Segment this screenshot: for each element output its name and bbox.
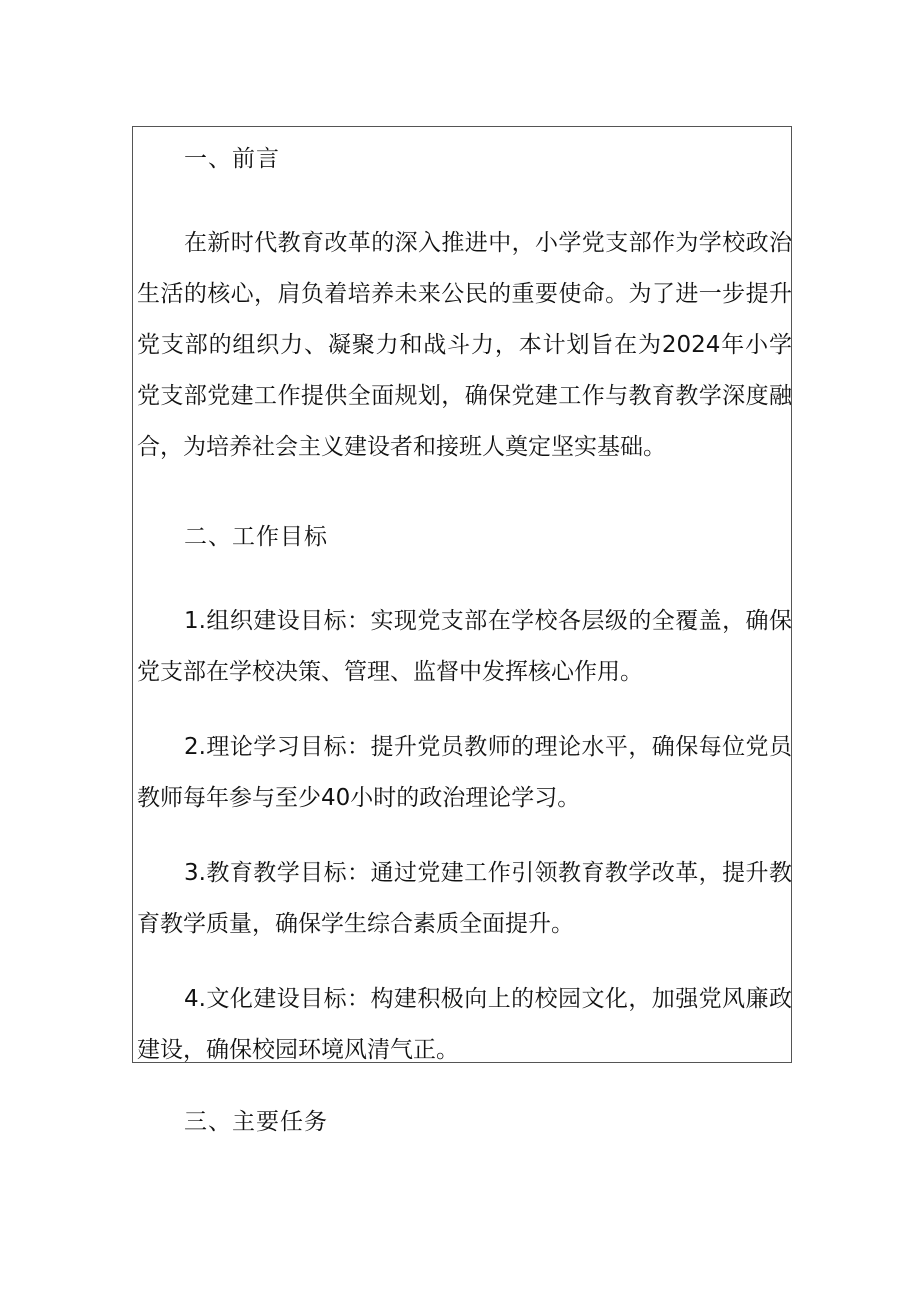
goal-item-organization: 1.组织建设目标：实现党支部在学校各层级的全覆盖，确保党支部在学校决策、管理、监督中发挥核心作用。 <box>137 608 792 685</box>
section-heading-goals: 二、工作目标 <box>184 524 328 550</box>
section-heading-preface: 一、前言 <box>184 146 280 172</box>
section-heading-tasks: 三、主要任务 <box>184 1109 328 1135</box>
goal-item-teaching: 3.教育教学目标：通过党建工作引领教育教学改革，提升教育教学质量，确保学生综合素质全面提升。 <box>137 860 792 937</box>
goal-item-culture: 4.文化建设目标：构建积极向上的校园文化，加强党风廉政建设，确保校园环境风清气正。 <box>137 986 792 1063</box>
document-body <box>137 139 792 1076</box>
preface-paragraph: 在新时代教育改革的深入推进中，小学党支部作为学校政治生活的核心，肩负着培养未来公民的重要使命。为了进一步提升党支部的组织力、凝聚力和战斗力，本计划旨在为2024年小学党支部党建工作提供全面规划，确保党建工作与教育教学深度融合，为培养社会主义建设者和接班人奠定坚实基础。 <box>137 230 792 460</box>
goal-item-theory: 2.理论学习目标：提升党员教师的理论水平，确保每位党员教师每年参与至少40小时的政治理论学习。 <box>137 734 792 811</box>
